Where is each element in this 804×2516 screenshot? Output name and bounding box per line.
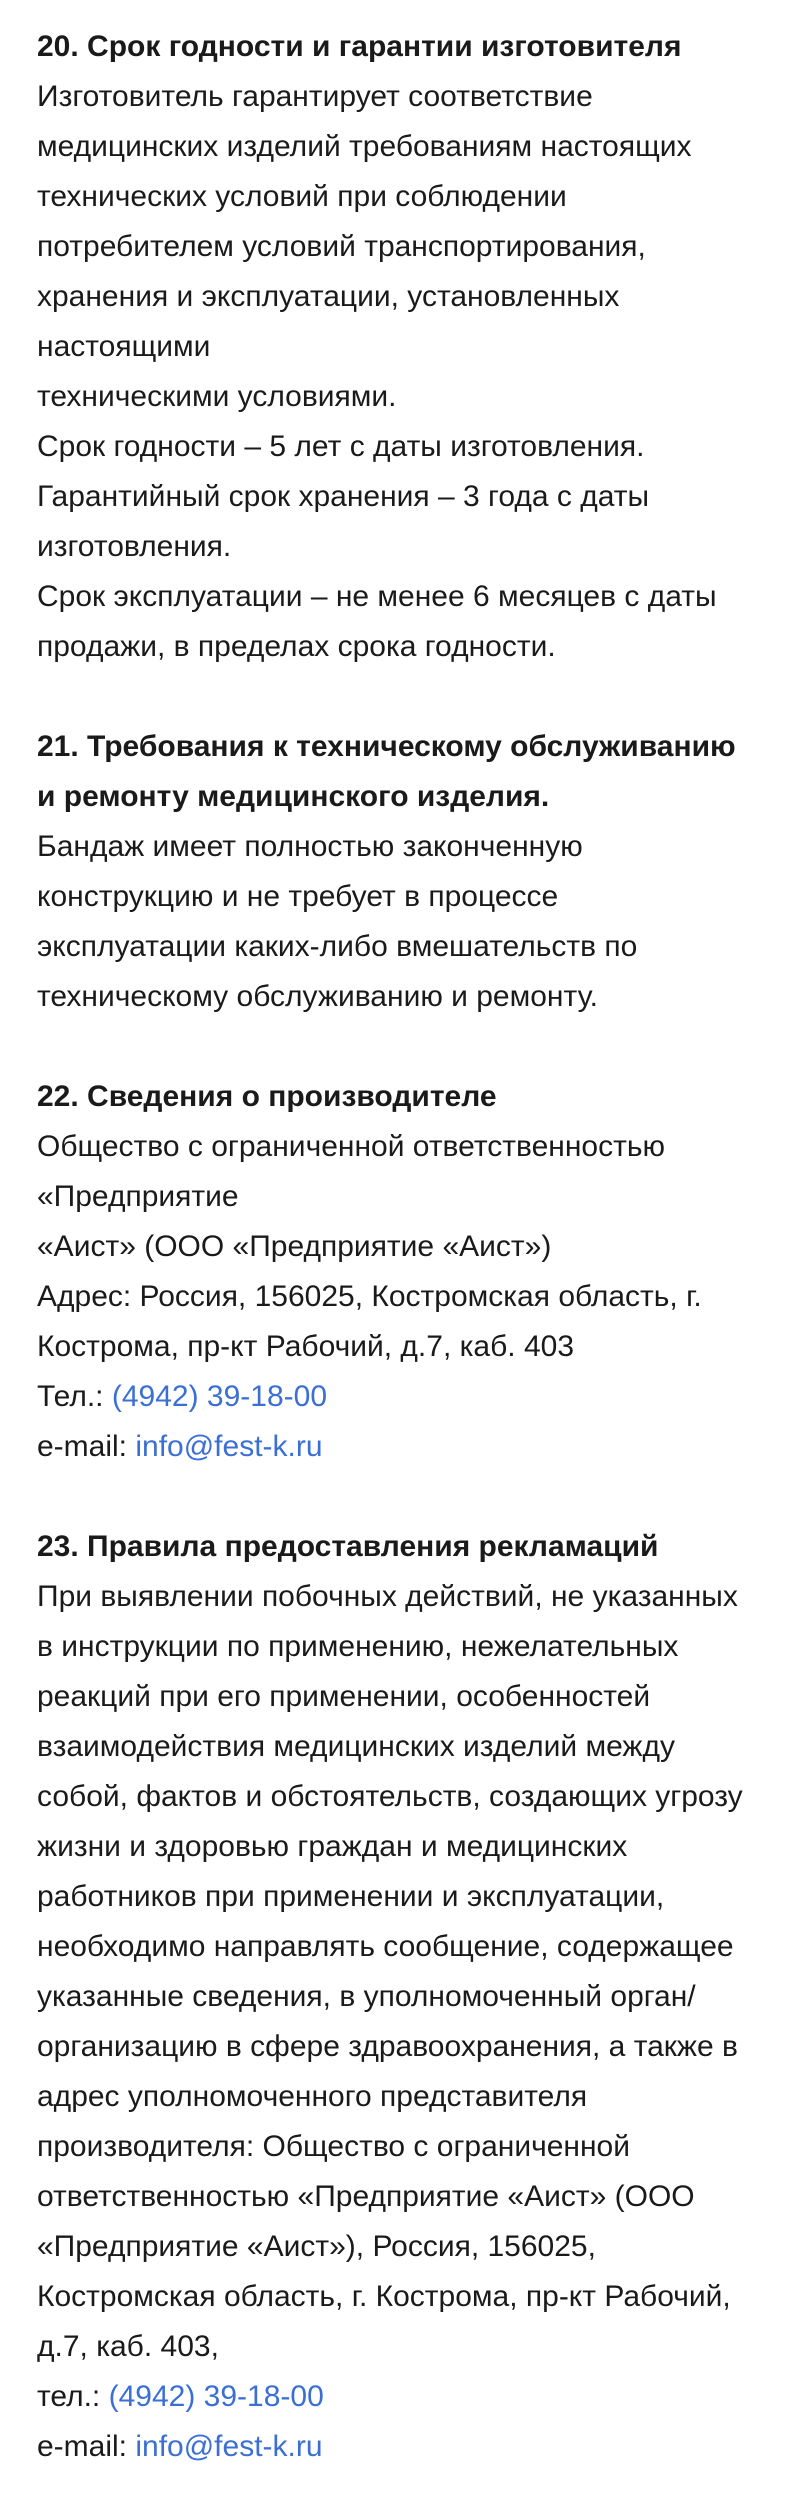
section-23-line: указанные сведения, в уполномоченный орган/: [37, 1980, 696, 2013]
section-22-manufacturer: [37, 1072, 804, 1472]
section-23-line: организацию в сфере здравоохранения, а также в: [37, 2030, 738, 2063]
email-label: e-mail:: [37, 2430, 128, 2463]
section-21-line: конструкцию и не требует в процессе: [37, 880, 559, 913]
section-22-line: Кострома, пр-кт Рабочий, д.7, каб. 403: [37, 1330, 574, 1363]
section-21-line: Бандаж имеет полностью законченную: [37, 830, 583, 863]
section-20-line: изготовления.: [37, 530, 232, 563]
section-23-line: Костромская область, г. Кострома, пр-кт Рабочий,: [37, 2280, 731, 2313]
section-22-phone-row: [37, 1372, 804, 1422]
section-23-complaints: [37, 1522, 804, 2472]
section-23-line: При выявлении побочных действий, не указанных: [37, 1580, 738, 1613]
section-23-line: работников при применении и эксплуатации,: [37, 1880, 665, 1913]
phone-link[interactable]: (4942) 39-18-00: [111, 1380, 328, 1413]
section-21-maintenance: [37, 722, 804, 1022]
section-23-title: 23. Правила предоставления рекламаций: [37, 1530, 659, 1563]
section-23-line: д.7, каб. 403,: [37, 2330, 219, 2363]
phone-link[interactable]: (4942) 39-18-00: [108, 2380, 324, 2413]
section-22-line: Общество с ограниченной ответственностью: [37, 1130, 665, 1163]
section-20-line: технических условий при соблюдении: [37, 180, 567, 213]
section-23-line: производителя: Общество с ограниченной: [37, 2130, 630, 2163]
section-22-line: «Аист» (ООО «Предприятие «Аист»): [37, 1230, 552, 1263]
section-22-email-row: [37, 1422, 804, 1472]
section-20-line: Изготовитель гарантирует соответствие: [37, 80, 593, 113]
section-20-line: медицинских изделий требованиям настоящих: [37, 130, 692, 163]
section-23-line: жизни и здоровью граждан и медицинских: [37, 1830, 628, 1863]
section-22-title: 22. Сведения о производителе: [37, 1080, 497, 1113]
section-23-phone-row: [37, 2372, 804, 2422]
section-20-line: техническими условиями.: [37, 380, 397, 413]
phone-label: тел.:: [37, 2380, 101, 2413]
section-20-line: Срок эксплуатации – не менее 6 месяцев с даты: [37, 580, 717, 613]
section-23-line: ответственностью «Предприятие «Аист» (ООО: [37, 2180, 695, 2213]
section-23-line: реакций при его применении, особенностей: [37, 1680, 651, 1713]
section-23-line: необходимо направлять сообщение, содержащее: [37, 1930, 734, 1963]
section-21-line: эксплуатации каких-либо вмешательств по: [37, 930, 638, 963]
section-22-line: Адрес: Россия, 156025, Костромская область, г.: [37, 1280, 702, 1313]
section-23-line: взаимодействия медицинских изделий между: [37, 1730, 675, 1763]
section-20-line: продажи, в пределах срока годности.: [37, 630, 556, 663]
section-23-line: собой, фактов и обстоятельств, создающих угрозу: [37, 1780, 743, 1813]
section-20-line: настоящими: [37, 330, 211, 363]
section-23-line: адрес уполномоченного представителя: [37, 2080, 588, 2113]
email-link[interactable]: info@fest-k.ru: [135, 2430, 323, 2463]
phone-label: Тел.:: [37, 1380, 104, 1413]
section-20-shelf-life: [37, 22, 804, 672]
section-23-line: «Предприятие «Аист»), Россия, 156025,: [37, 2230, 596, 2263]
section-20-line: хранения и эксплуатации, установленных: [37, 280, 620, 313]
section-21-line: техническому обслуживанию и ремонту.: [37, 980, 598, 1013]
section-22-line: «Предприятие: [37, 1180, 239, 1213]
section-20-line: Срок годности – 5 лет с даты изготовления.: [37, 430, 645, 463]
email-label: e-mail:: [37, 1430, 128, 1463]
section-20-title: 20. Срок годности и гарантии изготовителя: [37, 30, 682, 63]
section-20-line: Гарантийный срок хранения – 3 года с даты: [37, 480, 650, 513]
section-23-line: в инструкции по применению, нежелательных: [37, 1630, 679, 1663]
section-21-title: и ремонту медицинского изделия.: [37, 780, 550, 813]
email-link[interactable]: info@fest-k.ru: [135, 1430, 323, 1463]
section-21-title: 21. Требования к техническому обслуживанию: [37, 730, 736, 763]
section-23-email-row: [37, 2422, 804, 2472]
section-20-line: потребителем условий транспортирования,: [37, 230, 646, 263]
